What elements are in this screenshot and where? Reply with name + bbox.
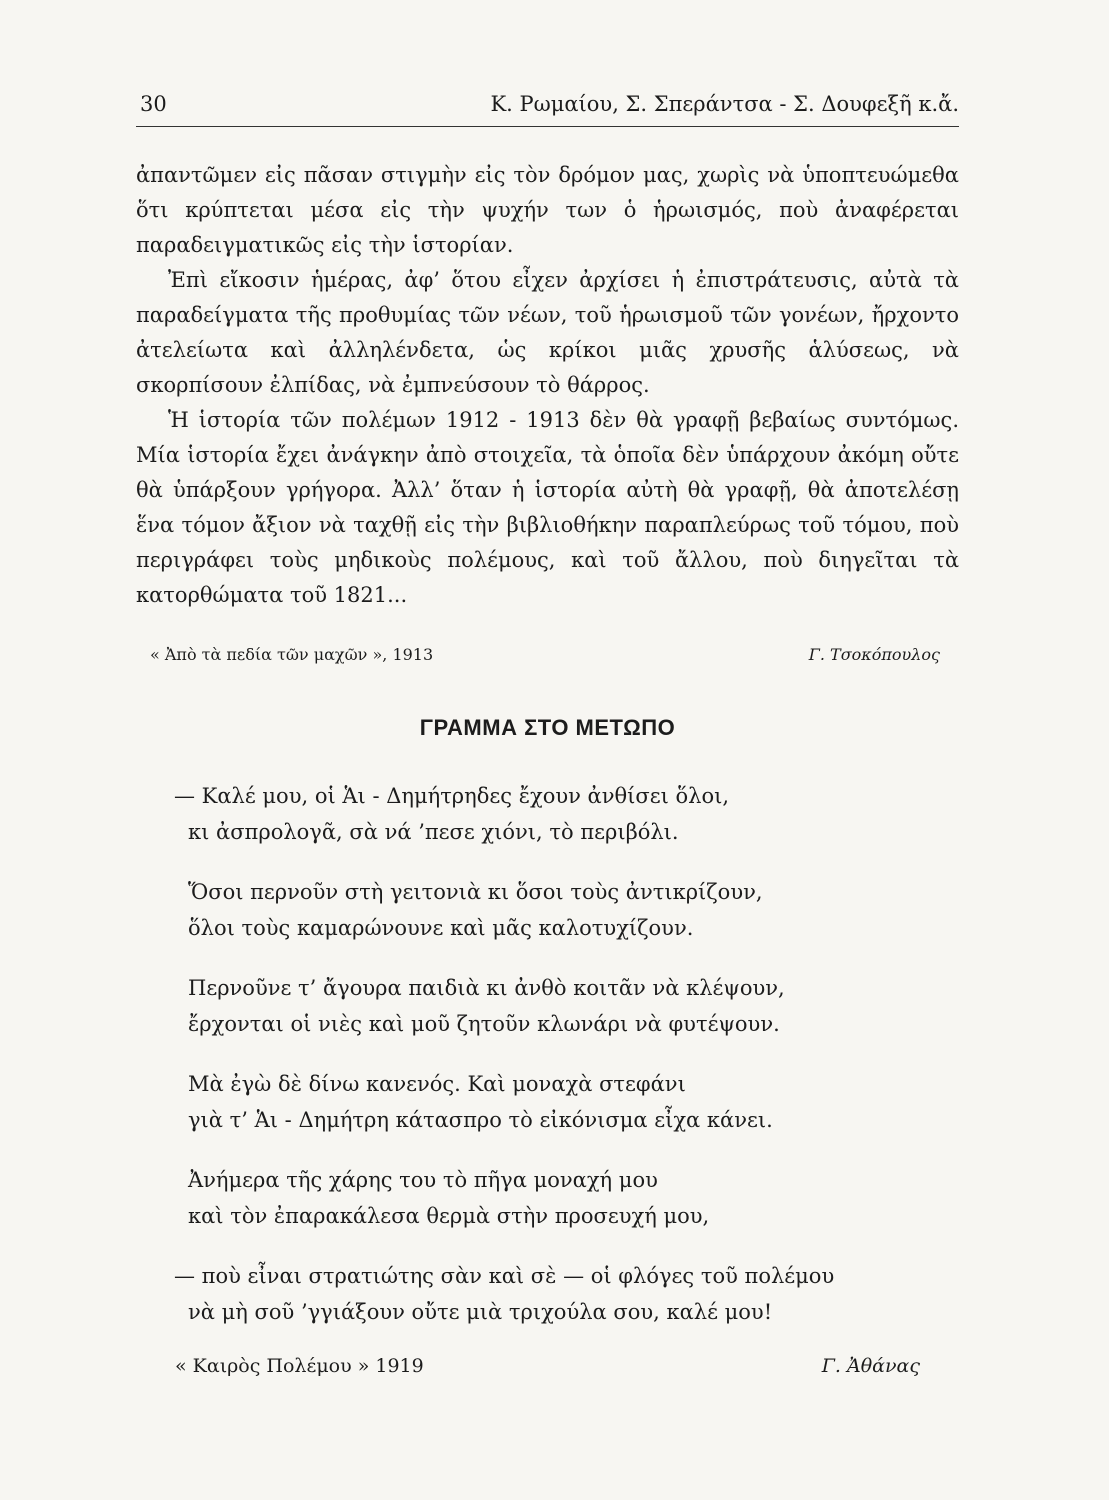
poem-stanza xyxy=(188,874,948,946)
poem-line: Περνοῦνε τ’ ἄγουρα παιδιὰ κι ἀνθὸ κοιτᾶν νὰ κλέψουν, xyxy=(188,976,785,1000)
poem-source xyxy=(175,1355,920,1385)
prose-source xyxy=(150,645,940,673)
poem-stanza xyxy=(188,1066,948,1138)
poem-line: Μὰ ἐγὼ δὲ δίνω κανενός. Καὶ μοναχὰ στεφάνι xyxy=(188,1072,686,1096)
poem-line: Ὅσοι περνοῦν στὴ γειτονιὰ κι ὅσοι τοὺς ἀντικρίζουν, xyxy=(188,880,763,904)
page-header xyxy=(136,92,959,127)
poem-line: γιὰ τ’ Ἁι - Δημήτρη κάτασπρο τὸ εἰκόνισμα εἶχα κάνει. xyxy=(188,1108,773,1132)
paragraph: Ἡ ἱστορία τῶν πολέμων 1912 - 1913 δὲν θὰ γραφῇ βεβαίως συντόμως. Μία ἱστορία ἔχει ἀνάγκην ἀπὸ στοιχεῖα, τὰ ὁποῖα δὲν ὑπάρχουν ἀκόμη οὔτε θὰ ὑπάρξουν γρήγορα. Ἀλλ’ ὅταν ἡ ἱστορία αὐτὴ θὰ γραφῇ, θὰ ἀποτελέσῃ ἕνα τόμον ἄξιον νὰ ταχθῇ εἰς τὴν βιβλιοθήκην παραπλεύρως τοῦ τόμου, ποὺ περιγράφει τοὺς μηδικοὺς πολέμους, καὶ τοῦ ἄλλου, ποὺ διηγεῖται τὰ κατορθώματα τοῦ 1821... xyxy=(136,408,959,607)
source-work: « Καιρὸς Πολέμου » 1919 xyxy=(175,1355,424,1377)
poem xyxy=(174,778,948,1354)
poem-stanza xyxy=(174,1258,948,1330)
poem-stanza xyxy=(174,778,948,850)
poem-line: ὅλοι τοὺς καμαρώνουνε καὶ μᾶς καλοτυχίζουν. xyxy=(188,916,694,940)
source-work: « Ἀπὸ τὰ πεδία τῶν μαχῶν », 1913 xyxy=(150,645,434,664)
poem-line: νὰ μὴ σοῦ ’γγιάξουν οὔτε μιὰ τριχούλα σου, καλέ μου! xyxy=(188,1300,773,1324)
running-head: Κ. Ρωμαίου, Σ. Σπεράντσα - Σ. Δουφεξῆ κ.ἄ. xyxy=(490,92,959,116)
poem-line: — ποὺ εἶναι στρατιώτης σὰν καὶ σὲ — οἱ φλόγες τοῦ πολέμου xyxy=(174,1264,835,1288)
poem-line: ἔρχονται οἱ νιὲς καὶ μοῦ ζητοῦν κλωνάρι νὰ φυτέψουν. xyxy=(188,1012,780,1036)
paragraph: ἀπαντῶμεν εἰς πᾶσαν στιγμὴν εἰς τὸν δρόμον μας, χωρὶς νὰ ὑποπτευώμεθα ὅτι κρύπτεται μέσα εἰς τὴν ψυχήν των ὁ ἡρωισμός, ποὺ ἀναφέρεται παραδειγματικῶς εἰς τὴν ἱστορίαν. xyxy=(136,163,959,257)
poem-line: κι ἀσπρολογᾶ, σὰ νά ’πεσε χιόνι, τὸ περιβόλι. xyxy=(188,820,679,844)
poem-line: Ἀνήμερα τῆς χάρης του τὸ πῆγα μοναχή μου xyxy=(188,1168,658,1192)
poem-line: — Καλέ μου, οἱ Ἁι - Δημήτρηδες ἔχουν ἀνθίσει ὅλοι, xyxy=(174,784,729,808)
page-number: 30 xyxy=(140,92,167,116)
source-author: Γ. Ἀθάνας xyxy=(821,1355,920,1377)
poem-title: ΓΡΑΜΜΑ ΣΤΟ ΜΕΤΩΠΟ xyxy=(419,715,676,740)
paragraph: Ἐπὶ εἴκοσιν ἡμέρας, ἀφ’ ὅτου εἶχεν ἀρχίσει ἡ ἐπιστράτευσις, αὐτὰ τὰ παραδείγματα τῆς προθυμίας τῶν νέων, τοῦ ἡρωισμοῦ τῶν γονέων, ἤρχοντο ἀτελείωτα καὶ ἀλληλένδετα, ὡς κρίκοι μιᾶς χρυσῆς ἁλύσεως, νὰ σκορπίσουν ἐλπίδας, νὰ ἐμπνεύσουν τὸ θάρρος. xyxy=(136,268,959,397)
prose-text xyxy=(136,158,959,613)
poem-stanza xyxy=(188,1162,948,1234)
poem-stanza xyxy=(188,970,948,1042)
source-author: Γ. Τσοκόπουλος xyxy=(808,645,940,664)
poem-line: καὶ τὸν ἐπαρακάλεσα θερμὰ στὴν προσευχή μου, xyxy=(188,1204,710,1228)
